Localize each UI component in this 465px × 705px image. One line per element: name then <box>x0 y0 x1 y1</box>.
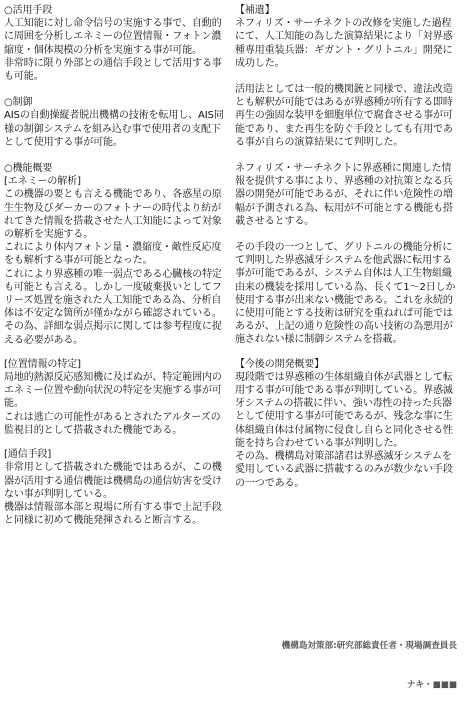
subsection-body-location: 局地的熱源反応感知機に及ばぬが、特定範囲内のエネミー位置や動向状況の特定を実施する事が可能。 これは逃亡の可能性があるとされたアルターズの監視目的として搭載された機能である。 <box>4 372 222 436</box>
supplement-paragraph-4: その手段の一つとして、グリトニルの機能分析にて判明した界惑滅牙システムを他武器に転用する事が可能であるが、システム自体は人工生物組織由来の機装を採用している為、長くて1～2日しか使用する事が出来ない機能である。これを永続的に使用可能とする技術は研究を重ねれば可能ではあるが、上記の通り危険性の高い技術の為悪用が施されない様に制御システムを搭載。 <box>235 242 456 346</box>
supplement-paragraph-3: ネフィリズ・サーチネクトに界惑種に関連した情報を提供する事により、界惑種の対抗策となる兵器の開発が可能であるが、それに伴い危険性の増幅が予測される為、転用が不可能とする機能も搭載させるとする。 <box>235 163 453 227</box>
left-column <box>4 4 227 527</box>
section-body-usage: 人工知能に対し命令信号の実施する事で、自動的に周囲を分析しエネミーの位置情報・フォトン濃縮度・個体規模の分析を実施する事が可能。 非常時に限り外部との通信手段として活用する事も可能。 <box>4 18 222 83</box>
section-heading-overview: ○機能概要 <box>4 163 53 175</box>
subsection-heading-location: [位置情報の特定] <box>4 358 81 370</box>
supplement-paragraph-1: ネフィリズ・サーチネクトの改修を実施した過程にて、人工知能の為した演算結果により「対界惑種専用重装兵器：ギガント・グリトニル」開発に成功した。 <box>235 18 453 69</box>
outlook-body: 現段階では界惑種の生体組織自体が武器として転用する事が可能である事が判明している。界惑滅牙システムの搭載に伴い、強い毒性の持った兵器として使用する事が可能であるが、残念な事に生体組織自体は付属物に侵食し自らと同化させる性能を持ち合わせている事が判明した。 その為、機構島対策部諸君は界惑滅牙システムを愛用している武器に搭載するのみが数少ない手段の一つである。 <box>235 371 453 489</box>
subsection-heading-enemy-analysis: [エネミーの解析] <box>4 176 81 188</box>
subsection-heading-communication: [通信手段] <box>4 449 52 461</box>
author-signature <box>217 614 457 705</box>
subsection-body-enemy-analysis: この機器の要とも言える機能であり、各惑星の原生生物及びダーカーのフォトナーの時代より紡がれてきた情報を搭載させた人工知能によって対象の解析を実施する。 これにより体内フォトン量・濃縮度・敵性反応度をも解析する事が可能となった。 これにより界惑種の唯一弱点である心臓核の特定も可能とも言える。しかし一度破棄扱いとしてフリーズ処置を施された人工知能である為、分析自体は不安定な箇所が僅かながら確認されている。その為、詳細な弱点掲示に関しては参考程度に捉える必要がある。 <box>4 189 222 346</box>
supplement-paragraph-2: 活用法としては一般的機関銃と同様で、違法改造とも解釈が可能ではあるが界惑種が所有する即時再生の強固な装甲を細胞単位で腐食させる事が可能であり、また再生を防ぐ手段としても有用である事が自らの演算結果にて判明した。 <box>235 84 453 148</box>
author-department: 機構島対策部:研究部総責任者・現場調査員長 <box>281 641 457 651</box>
section-heading-supplement: 【補遺】 <box>235 5 275 16</box>
section-heading-control: ○制御 <box>4 97 33 109</box>
section-body-control: AISの自動操縦者脱出機構の技術を転用し、AIS同様の制御システムを組み込む事で使用者の支配下として使用する事が可能。 <box>4 110 224 148</box>
author-name: ナキ・■■■ <box>406 680 457 690</box>
right-column <box>235 4 461 490</box>
section-heading-outlook: 【今後の開発概要】 <box>235 358 325 370</box>
subsection-body-communication: 非常用として搭載された機能ではあるが、この機器が活用する通信機能は機構島の通信妨害を受けない事が判明している。 機器は情報部本部と現場に所有する事で上記手段と同様に初めて機能発揮されると断言する。 <box>4 462 222 527</box>
section-heading-usage: ○活用手段 <box>4 5 53 16</box>
